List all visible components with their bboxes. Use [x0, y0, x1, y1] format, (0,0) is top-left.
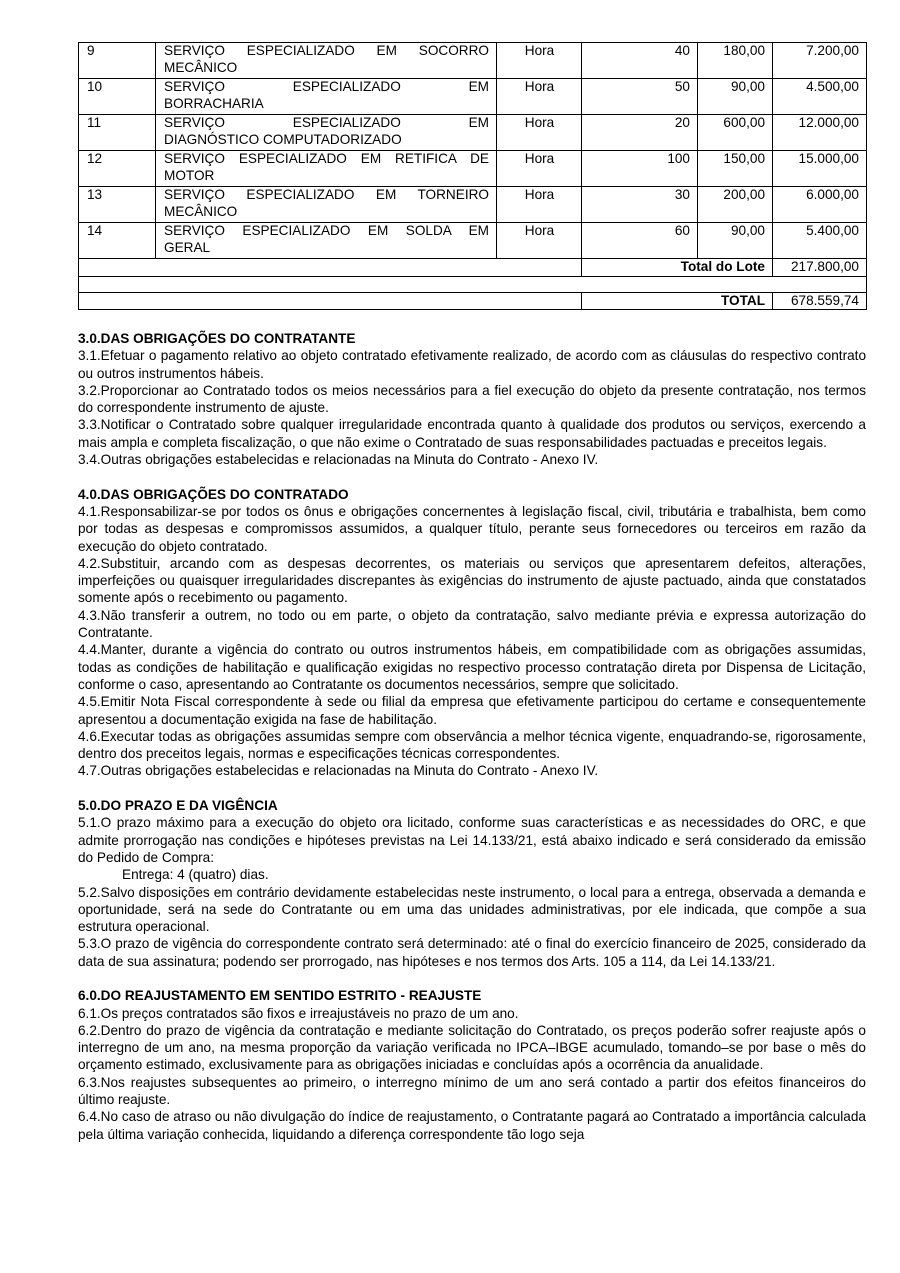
item-total: 12.000,00: [773, 115, 867, 151]
clause-3-2: 3.2.Proporcionar ao Contratado todos os meios necessários para a fiel execução do objeto da presente contratação, nos termos do correspondente instrumento de ajuste.: [78, 382, 866, 416]
item-total: 7.200,00: [773, 43, 867, 79]
item-quantity: 100: [582, 151, 698, 187]
item-number: 9: [79, 43, 156, 79]
grand-total-row: [79, 292, 867, 310]
section-title: 3.0.DAS OBRIGAÇÕES DO CONTRATANTE: [78, 331, 356, 346]
items-table: [78, 42, 867, 310]
section-title: 6.0.DO REAJUSTAMENTO EM SENTIDO ESTRITO - REAJUSTE: [78, 988, 482, 1004]
item-number: 13: [79, 187, 156, 223]
clause-4-1: 4.1.Responsabilizar-se por todos os ônus e obrigações concernentes à legislação fiscal, civil, tributária e trabalhista, bem como por todas as despesas e compromissos assumidos, a qualquer título, perante seus fornecedores ou terceiros em razão da execução do objeto contratado.: [78, 503, 866, 554]
item-unit-price: 90,00: [698, 79, 773, 115]
item-unit-price: 90,00: [698, 223, 773, 259]
item-unit: Hora: [497, 115, 582, 151]
blank-cell: [79, 276, 867, 292]
clause-5-2: 5.2.Salvo disposições em contrário devidamente estabelecidas neste instrumento, o local para a entrega, observada a demanda e oportunidade, será na sede do Contratante ou em uma das unidades administrativas, por ele indicada, que compõe a sua estrutura operacional.: [78, 884, 866, 935]
lot-total-row: [79, 259, 867, 277]
item-unit: Hora: [497, 151, 582, 187]
item-unit: Hora: [497, 43, 582, 79]
item-quantity: 30: [582, 187, 698, 223]
clause-4-3: 4.3.Não transferir a outrem, no todo ou em parte, o objeto da contratação, salvo mediante prévia e expressa autorização do Contratante.: [78, 607, 866, 641]
lot-total-spacer: [79, 259, 582, 277]
section-title: 5.0.DO PRAZO E DA VIGÊNCIA: [78, 798, 278, 814]
grand-total-label: TOTAL: [582, 292, 773, 310]
clause-3-1: 3.1.Efetuar o pagamento relativo ao objeto contratado efetivamente realizado, de acordo com as cláusulas do respectivo contrato ou outros instrumentos hábeis.: [78, 348, 866, 381]
clause-6-3: 6.3.Nos reajustes subsequentes ao primeiro, o interregno mínimo de um ano será contado a partir dos efeitos financeiros do último reajuste.: [78, 1074, 866, 1108]
lot-total-label: Total do Lote: [582, 259, 773, 277]
blank-row: [79, 276, 867, 292]
clause-3-3: 3.3.Notificar o Contratado sobre qualquer irregularidade encontrada quanto à qualidade dos produtos ou serviços, exercendo a mais ampla e completa fiscalização, o que não exime o Contratado de suas responsabilidades pactuadas e preceitos legais.: [78, 417, 866, 450]
item-unit: Hora: [497, 187, 582, 223]
item-unit-price: 200,00: [698, 187, 773, 223]
item-description: SERVIÇO ESPECIALIZADO EM RETIFICA DE MOTOR: [156, 151, 497, 187]
clause-6-4: 6.4.No caso de atraso ou não divulgação do índice de reajustamento, o Contratante pagará ao Contratado a importância calculada pela última variação conhecida, liquidando a diferença correspondente tão logo seja: [78, 1109, 866, 1142]
table-row: [79, 223, 867, 259]
item-description: SERVIÇO ESPECIALIZADO EM SOCORRO MECÂNICO: [156, 43, 497, 79]
item-number: 14: [79, 223, 156, 259]
clause-4-6: 4.6.Executar todas as obrigações assumidas sempre com observância a melhor técnica vigente, enquadrando-se, rigorosamente, dentro dos preceitos legais, normas e especificações técnicas correspondentes.: [78, 728, 866, 762]
table-row: [79, 151, 867, 187]
clause-5-3: 5.3.O prazo de vigência do correspondente contrato será determinado: até o final do exercício financeiro de 2025, considerado da data de sua assinatura; podendo ser prorrogado, nas hipóteses e nos termos dos Arts. 105 a 114, da Lei 14.133/21.: [78, 936, 866, 969]
item-quantity: 40: [582, 43, 698, 79]
section-obligations-contractor: [78, 330, 866, 468]
section-obligations-contracted: [78, 486, 866, 780]
section-title: 4.0.DAS OBRIGAÇÕES DO CONTRATADO: [78, 486, 349, 502]
item-quantity: 20: [582, 115, 698, 151]
clause-4-2: 4.2.Substituir, arcando com as despesas decorrentes, os materiais ou serviços que apresentarem defeitos, alterações, imperfeições ou quaisquer irregularidades discrepantes às exigências do instrumento de ajuste pactuado, ainda que constatados somente após o recebimento ou pagamento.: [78, 555, 866, 606]
clause-3-4: 3.4.Outras obrigações estabelecidas e relacionadas na Minuta do Contrato - Anexo IV.: [78, 452, 599, 468]
table-row: [79, 187, 867, 223]
item-number: 12: [79, 151, 156, 187]
section-term-validity: [78, 797, 866, 970]
item-total: 5.400,00: [773, 223, 867, 259]
clause-4-5: 4.5.Emitir Nota Fiscal correspondente à sede ou filial da empresa que efetivamente participou do certame e consequentemente apresentou a documentação exigida na fase de habilitação.: [78, 694, 866, 727]
item-number: 11: [79, 115, 156, 151]
item-total: 6.000,00: [773, 187, 867, 223]
item-unit: Hora: [497, 223, 582, 259]
item-description: SERVIÇO ESPECIALIZADO EM TORNEIRO MECÂNICO: [156, 187, 497, 223]
item-quantity: 50: [582, 79, 698, 115]
item-quantity: 60: [582, 223, 698, 259]
clause-4-4: 4.4.Manter, durante a vigência do contrato ou outros instrumentos hábeis, em compatibilidade com as obrigações assumidas, todas as condições de habilitação e qualificação exigidas no respectivo processo contratação direta por Dispensa de Licitação, conforme o caso, apresentando ao Contratante os documentos necessários, sempre que solicitado.: [78, 642, 866, 692]
clause-6-2: 6.2.Dentro do prazo de vigência da contratação e mediante solicitação do Contratado, os preços poderão sofrer reajuste após o interregno de um ano, na mesma proporção da variação verificada no IPCA–IBGE acumulado, tomando–se por base o mês do orçamento estimado, exclusivamente para as obrigações iniciadas e concluídas após a ocorrência da anualidade.: [78, 1022, 866, 1073]
clause-4-7: 4.7.Outras obrigações estabelecidas e relacionadas na Minuta do Contrato - Anexo IV.: [78, 763, 599, 779]
document-page: [78, 42, 866, 1160]
section-readjustment: [78, 987, 866, 1143]
item-description: SERVIÇO ESPECIALIZADO EM SOLDA EM GERAL: [156, 223, 497, 259]
item-total: 4.500,00: [773, 79, 867, 115]
table-row: [79, 43, 867, 79]
grand-total-value: 678.559,74: [773, 292, 867, 310]
item-unit-price: 600,00: [698, 115, 773, 151]
delivery-term: Entrega: 4 (quatro) dias.: [122, 867, 269, 883]
table-row: [79, 115, 867, 151]
item-total: 15.000,00: [773, 151, 867, 187]
item-number: 10: [79, 79, 156, 115]
lot-total-value: 217.800,00: [773, 259, 867, 277]
clause-6-1: 6.1.Os preços contratados são fixos e irreajustáveis no prazo de um ano.: [78, 1005, 519, 1021]
item-unit-price: 180,00: [698, 43, 773, 79]
document-body: [78, 330, 866, 1143]
item-unit-price: 150,00: [698, 151, 773, 187]
item-description: SERVIÇO ESPECIALIZADO EM BORRACHARIA: [156, 79, 497, 115]
grand-total-spacer: [79, 292, 582, 310]
item-unit: Hora: [497, 79, 582, 115]
table-row: [79, 79, 867, 115]
item-description: SERVIÇO ESPECIALIZADO EM DIAGNÓSTICO COMPUTADORIZADO: [156, 115, 497, 151]
clause-5-1: 5.1.O prazo máximo para a execução do objeto ora licitado, conforme suas características e as necessidades do ORC, e que admite prorrogação nas condições e hipóteses previstas na Lei 14.133/21, está abaixo indicado e será considerado da emissão do Pedido de Compra:: [78, 815, 866, 865]
